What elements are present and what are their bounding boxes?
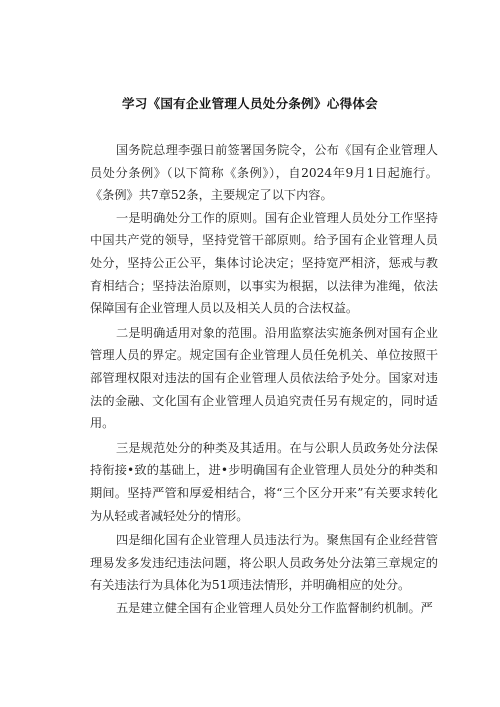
paragraph-violations: 四是细化国有企业管理人员违法行为。聚焦国有企业经营管理易发多发违纪违法问题，将公职人员政务处分法第三章规定的有关违法行为具体化为51项违法情形，并明确相应的处分。 — [90, 533, 438, 593]
paragraph-types: 三是规范处分的种类及其适用。在与公职人员政务处分法保持衔接•致的基础上，进•步明确国有企业管理人员处分的种类和期间。坚持严管和厚爱相结合，将“三个区分开来”有关要求转化为从轻或者减轻处分的情形。 — [90, 440, 438, 523]
paragraph-supervision: 五是建立健全国有企业管理人员处分工作监督制约机制。严 — [116, 600, 433, 615]
paragraph-intro: 国务院总理李强日前签署国务院令，公布《国有企业管理人员处分条例》（以下简称《条例》），自2024年9月1日起施行。《条例》共7章52条，主要规定了以下内容。 — [90, 143, 438, 203]
paragraph-scope: 二是明确适用对象的范围。沿用监察法实施条例对国有企业管理人员的界定。规定国有企业管理人员任免机关、单位按照干部管理权限对违法的国有企业管理人员依法给予处分。国家对违法的金融、文化国有企业管理人员追究责任另有规定的，同时适用。 — [90, 325, 438, 431]
document-title: 学习《国有企业管理人员处分条例》心得体会 — [121, 96, 378, 111]
paragraph-principles: 一是明确处分工作的原则。国有企业管理人员处分工作坚持中国共产党的领导，坚持党管干部原则。给予国有企业管理人员处分，坚持公正公平，集体讨论决定；坚持宽严相济，惩戒与教育相结合；坚持法治原则，以事实为根据，以法律为准绳，依法保障国有企业管理人员以及相关人员的合法权益。 — [90, 210, 438, 316]
document-body — [90, 139, 438, 619]
